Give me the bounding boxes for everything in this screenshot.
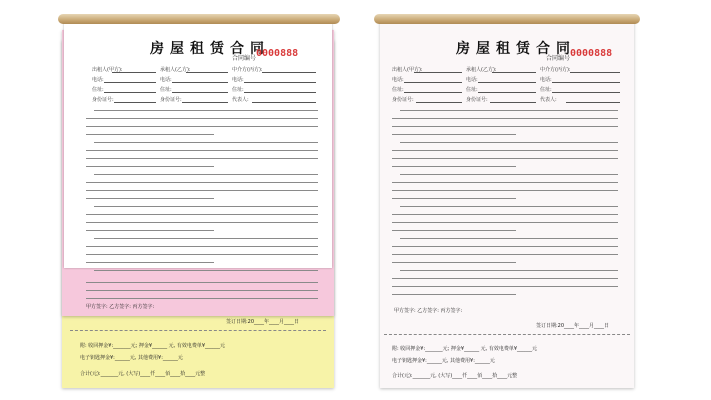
right-field-line — [404, 92, 462, 93]
left-field-line — [112, 72, 156, 73]
left-clause-text-line — [94, 206, 318, 207]
right-form-contract-no-label: 合同编号 — [546, 55, 571, 62]
right-clause-text-line — [400, 142, 618, 143]
right-clause-text-line — [392, 262, 516, 263]
left-signature-line: 甲方签字: 乙方签字: 丙方签字: — [86, 304, 155, 310]
right-id-label-1: 身份证号: — [392, 97, 414, 103]
right-lessee-label: 承租人(乙方): — [466, 67, 497, 73]
left-pink-section-line — [86, 298, 318, 299]
left-clause-text-line — [86, 158, 318, 159]
right-field-line — [478, 92, 536, 93]
left-form-contract-no-label: 合同编号 — [232, 55, 257, 62]
right-address-label-2: 住址: — [466, 87, 478, 93]
left-lessor-label: 出租人(甲方): — [92, 67, 123, 73]
left-field-line — [252, 102, 316, 103]
right-clause-text-line — [392, 158, 618, 159]
left-clause-text-line — [86, 262, 214, 263]
right-elec-key-line: 电子钥匙押金¥:______元, 其他费用¥:______元 — [392, 358, 495, 364]
right-clause-text-line — [392, 278, 618, 279]
left-id-label-1: 身份证号: — [92, 97, 114, 103]
right-clause-text-line — [400, 238, 618, 239]
right-id-label-2: 身份证号: — [466, 97, 488, 103]
left-phone-label-2: 电话: — [160, 77, 172, 83]
left-agent-label: 代表人: — [232, 97, 249, 103]
left-clause-text-line — [86, 134, 214, 135]
right-agent-label: 代表人: — [540, 97, 557, 103]
left-clause-text-line — [86, 214, 318, 215]
right-form-binding-strip — [374, 14, 640, 24]
right-field-line — [478, 82, 536, 83]
left-pink-section-line — [86, 282, 318, 283]
right-field-line — [552, 82, 620, 83]
right-clause-text-line — [392, 230, 516, 231]
left-clause-text-line — [86, 118, 318, 119]
right-clause-text-line — [392, 214, 618, 215]
right-address-label-1: 住址: — [392, 87, 404, 93]
left-field-line — [172, 92, 228, 93]
right-clause-text-line — [392, 254, 618, 255]
right-date-line: 签订日期:20____年____月____日 — [536, 323, 610, 329]
right-signature-line: 甲方签字: 乙方签字: 丙方签字: — [394, 308, 463, 314]
left-clause-text-line — [94, 174, 318, 175]
right-form-sheet — [380, 20, 634, 388]
left-deposit-line: 附: 收回押金¥:_______元; 押金¥______ 元, 有效电费单¥______元 — [80, 343, 226, 349]
left-address-label-2: 住址: — [160, 87, 172, 93]
right-clause-text-line — [392, 118, 618, 119]
left-tear-line — [70, 330, 326, 331]
left-clause-text-line — [86, 126, 318, 127]
right-clause-text-line — [400, 206, 618, 207]
right-field-line — [552, 92, 620, 93]
right-clause-text-line — [392, 126, 618, 127]
left-clause-text-line — [94, 238, 318, 239]
right-clause-text-line — [392, 134, 516, 135]
left-id-label-2: 身份证号: — [160, 97, 182, 103]
right-form-title: 房屋租赁合同 — [456, 41, 576, 57]
left-address-label-1: 住址: — [92, 87, 104, 93]
left-field-line — [186, 72, 228, 73]
right-field-line — [416, 102, 462, 103]
left-field-line — [182, 102, 228, 103]
right-field-line — [404, 82, 462, 83]
left-field-line — [262, 72, 316, 73]
right-tear-line — [384, 334, 630, 335]
right-clause-text-line — [392, 150, 618, 151]
right-deposit-line: 附: 收回押金¥:_______元; 押金¥______ 元, 有效电费单¥______元 — [392, 346, 538, 352]
right-phone-label-2: 电话: — [466, 77, 478, 83]
left-pink-section-line — [86, 290, 318, 291]
left-clause-text-line — [94, 270, 318, 271]
right-phone-label-1: 电话: — [392, 77, 404, 83]
left-form-title: 房屋租赁合同 — [150, 41, 270, 57]
left-phone-label-3: 电话: — [232, 77, 244, 83]
left-field-line — [104, 92, 156, 93]
right-clause-text-line — [392, 286, 618, 287]
left-address-label-3: 住址: — [232, 87, 244, 93]
left-clause-text-line — [86, 222, 318, 223]
right-field-line — [566, 102, 620, 103]
left-date-line: 签订日期:20____年____月____日 — [226, 319, 300, 325]
left-clause-text-line — [86, 150, 318, 151]
left-clause-text-line — [86, 198, 214, 199]
right-total-line: 合计(元):_______元, (大写)____仟____佰____拾____元整 — [392, 373, 518, 379]
right-clause-text-line — [392, 190, 618, 191]
right-clause-text-line — [400, 110, 618, 111]
left-clause-text-line — [94, 110, 318, 111]
right-field-line — [490, 102, 536, 103]
right-clause-text-line — [392, 222, 618, 223]
right-address-label-3: 住址: — [540, 87, 552, 93]
left-clause-text-line — [86, 190, 318, 191]
left-total-line: 合计(元):_______元, (大写)____仟____佰____拾____元整 — [80, 371, 206, 377]
left-lessee-label: 承租人(乙方): — [160, 67, 191, 73]
right-field-line — [414, 72, 462, 73]
right-clause-text-line — [400, 174, 618, 175]
left-elec-key-line: 电子钥匙押金¥:______元, 其他费用¥:______元 — [80, 355, 183, 361]
right-clause-text-line — [392, 182, 618, 183]
left-clause-text-line — [86, 230, 214, 231]
left-phone-label-1: 电话: — [92, 77, 104, 83]
right-clause-text-line — [400, 270, 618, 271]
left-field-line — [244, 92, 316, 93]
left-field-line — [172, 82, 228, 83]
left-clause-text-line — [86, 166, 214, 167]
left-middleman-label: 中介方(丙方): — [232, 67, 263, 73]
left-clause-text-line — [94, 142, 318, 143]
right-form-contract-no: 0000888 — [570, 48, 613, 59]
left-form-binding-strip — [58, 14, 340, 24]
left-field-line — [244, 82, 316, 83]
right-field-line — [492, 72, 536, 73]
right-clause-text-line — [392, 294, 516, 295]
left-clause-text-line — [86, 246, 318, 247]
left-form-contract-no: 0000888 — [256, 48, 299, 59]
right-field-line — [570, 72, 620, 73]
left-clause-text-line — [86, 182, 318, 183]
left-clause-text-line — [86, 254, 318, 255]
right-lessor-label: 出租人(甲方): — [392, 67, 423, 73]
left-field-line — [104, 82, 156, 83]
right-phone-label-3: 电话: — [540, 77, 552, 83]
right-middleman-label: 中介方(丙方): — [540, 67, 571, 73]
right-clause-text-line — [392, 166, 516, 167]
right-clause-text-line — [392, 246, 618, 247]
right-clause-text-line — [392, 198, 516, 199]
left-field-line — [114, 102, 156, 103]
